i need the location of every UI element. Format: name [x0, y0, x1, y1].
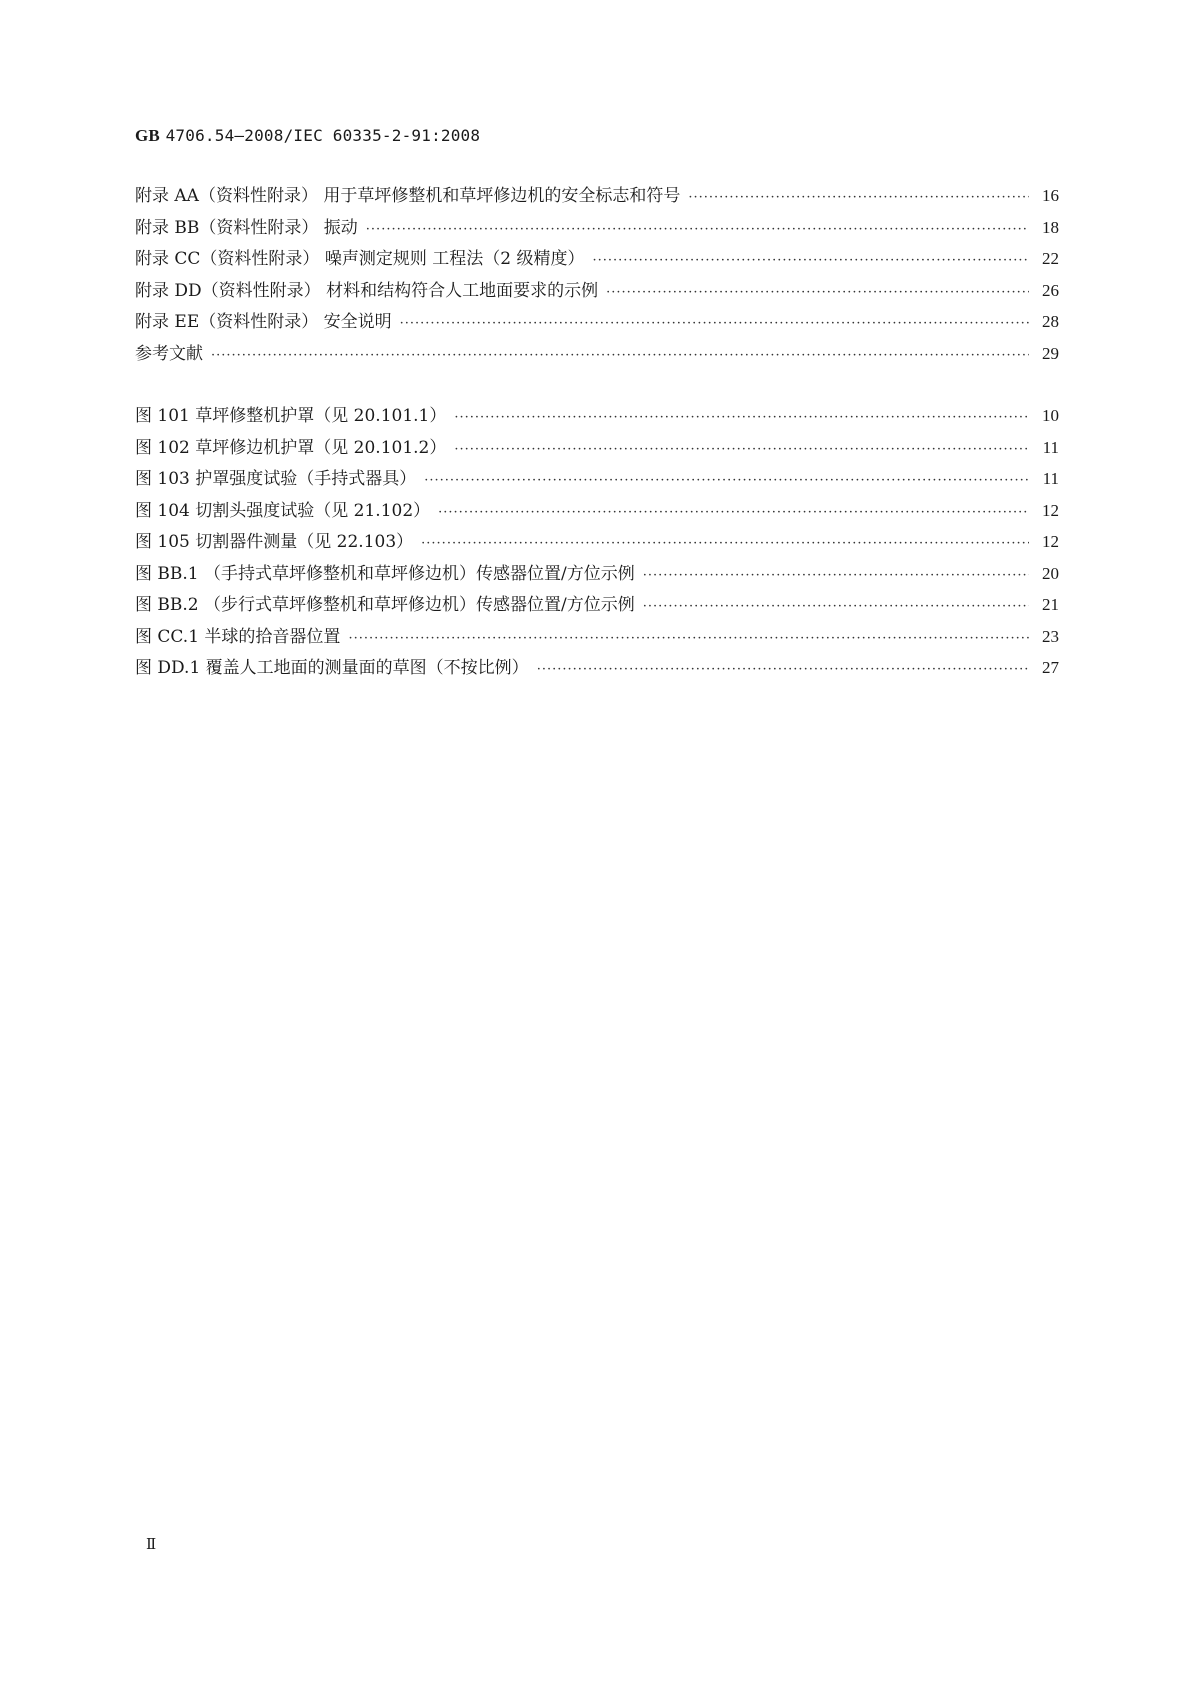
- toc-entry[interactable]: [135, 180, 1059, 212]
- toc-entry-page: 11: [1042, 469, 1059, 488]
- toc-entry-label: 图 BB.2 （步行式草坪修整机和草坪修边机）传感器位置/方位示例: [135, 595, 635, 615]
- leader-dots: [688, 182, 1029, 214]
- leader-dots: [348, 623, 1029, 655]
- leader-dots: [366, 214, 1029, 246]
- toc-entry[interactable]: [135, 558, 1059, 590]
- leader-dots: [643, 591, 1029, 623]
- toc-entry-page: 12: [1042, 500, 1059, 520]
- leader-dots: [424, 465, 1029, 497]
- toc-entry-page: 22: [1042, 249, 1059, 268]
- toc-entry-page: 27: [1042, 658, 1059, 677]
- toc-entry-label: 附录 EE（资料性附录） 安全说明: [135, 312, 392, 332]
- figures-toc: [135, 400, 1059, 684]
- toc-entry-label: 图 103 护罩强度试验（手持式器具）: [135, 469, 417, 489]
- toc-entry-label: 图 102 草坪修边机护罩（见 20.101.2）: [135, 437, 447, 458]
- toc-entry[interactable]: [135, 526, 1059, 558]
- leader-dots: [643, 560, 1029, 592]
- toc-entry-label: 附录 BB（资料性附录） 振动: [135, 217, 358, 238]
- toc-entry[interactable]: [135, 432, 1059, 464]
- toc-entry[interactable]: [135, 495, 1059, 527]
- toc-entry-page: 29: [1042, 343, 1059, 363]
- toc-entry[interactable]: [135, 621, 1059, 653]
- document-header: [135, 126, 480, 146]
- toc-entry-label: 图 101 草坪修整机护罩（见 20.101.1）: [135, 406, 447, 426]
- leader-dots: [438, 497, 1029, 529]
- toc-entry[interactable]: [135, 400, 1059, 432]
- toc-entry-page: 11: [1042, 437, 1059, 457]
- leader-dots: [606, 277, 1029, 309]
- toc-entry-page: 23: [1042, 626, 1059, 646]
- toc-entry-page: 28: [1042, 312, 1059, 331]
- toc-entry[interactable]: [135, 275, 1059, 307]
- toc-entry[interactable]: [135, 212, 1059, 244]
- toc-entry[interactable]: [135, 652, 1059, 684]
- toc-entry-label: 图 DD.1 覆盖人工地面的测量面的草图（不按比例）: [135, 658, 529, 678]
- toc-entry-label: 参考文献: [135, 343, 203, 364]
- standard-prefix: GB: [135, 126, 160, 145]
- toc-entry[interactable]: [135, 338, 1059, 370]
- page-number: Ⅱ: [146, 1537, 157, 1553]
- toc-entry-label: 附录 AA（资料性附录） 用于草坪修整机和草坪修边机的安全标志和符号: [135, 186, 681, 206]
- standard-code: 4706.54—2008/IEC 60335-2-91:2008: [165, 126, 481, 145]
- annex-toc: [135, 180, 1059, 369]
- leader-dots: [537, 654, 1029, 686]
- toc-entry-page: 26: [1042, 280, 1059, 300]
- toc-entry-label: 附录 CC（资料性附录） 噪声测定规则 工程法（2 级精度）: [135, 249, 585, 269]
- leader-dots: [400, 308, 1029, 340]
- toc-entry-page: 10: [1042, 406, 1059, 425]
- toc-entry-label: 图 CC.1 半球的拾音器位置: [135, 626, 341, 647]
- toc-entry[interactable]: [135, 306, 1059, 338]
- toc-entry-page: 21: [1042, 595, 1059, 614]
- leader-dots: [211, 340, 1029, 372]
- toc-entry[interactable]: [135, 463, 1059, 495]
- leader-dots: [592, 245, 1029, 277]
- toc-entry-label: 附录 DD（资料性附录） 材料和结构符合人工地面要求的示例: [135, 280, 599, 301]
- toc-entry-label: 图 104 切割头强度试验（见 21.102）: [135, 500, 431, 521]
- toc-entry[interactable]: [135, 243, 1059, 275]
- toc-entry-page: 16: [1042, 186, 1059, 205]
- toc-entry-page: 12: [1042, 532, 1059, 551]
- leader-dots: [421, 528, 1029, 560]
- toc-entry[interactable]: [135, 589, 1059, 621]
- toc-entry-page: 20: [1042, 563, 1059, 583]
- toc-entry-label: 图 BB.1 （手持式草坪修整机和草坪修边机）传感器位置/方位示例: [135, 563, 635, 584]
- leader-dots: [454, 402, 1029, 434]
- toc-entry-page: 18: [1042, 217, 1059, 237]
- toc-entry-label: 图 105 切割器件测量（见 22.103）: [135, 532, 414, 552]
- leader-dots: [454, 434, 1029, 466]
